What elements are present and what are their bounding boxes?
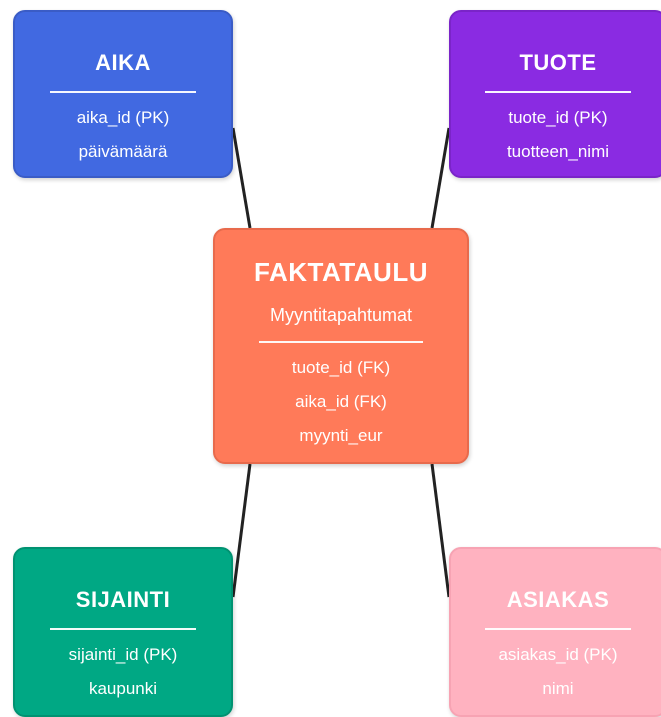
field-nimi: nimi <box>542 679 574 698</box>
connector-sijainti-fakta <box>233 464 250 597</box>
field-tuotteen-nimi: tuotteen_nimi <box>506 142 610 161</box>
field-paivamaara: päivämäärä <box>78 142 168 161</box>
divider <box>485 91 631 93</box>
dimension-sijainti <box>13 547 233 717</box>
fact-table <box>213 228 469 464</box>
field-aika-id-fk: aika_id (FK) <box>295 392 387 411</box>
dimension-title: SIJAINTI <box>75 587 171 612</box>
field-kaupunki: kaupunki <box>88 679 158 698</box>
divider <box>50 628 196 630</box>
field-aika-id: aika_id (PK) <box>76 108 170 127</box>
connector-aika-fakta <box>233 128 250 228</box>
connector-asiakas-fakta <box>432 464 449 597</box>
field-myynti-eur: myynti_eur <box>299 426 383 445</box>
divider <box>485 628 631 630</box>
field-tuote-id-fk: tuote_id (FK) <box>291 358 391 377</box>
dimension-asiakas <box>449 547 661 717</box>
connector-tuote-fakta <box>432 128 449 228</box>
dimension-tuote <box>449 10 661 178</box>
field-sijainti-id: sijainti_id (PK) <box>68 645 178 664</box>
divider <box>259 341 423 343</box>
fact-table-title: FAKTATAULU <box>254 257 428 287</box>
dimension-title: AIKA <box>95 50 151 75</box>
divider <box>50 91 196 93</box>
fact-table-subtitle: Myyntitapahtumat <box>269 305 413 325</box>
field-tuote-id: tuote_id (PK) <box>508 108 608 127</box>
dimension-aika <box>13 10 233 178</box>
field-asiakas-id: asiakas_id (PK) <box>498 645 618 664</box>
dimension-title: TUOTE <box>519 50 597 75</box>
dimension-title: ASIAKAS <box>506 587 610 612</box>
